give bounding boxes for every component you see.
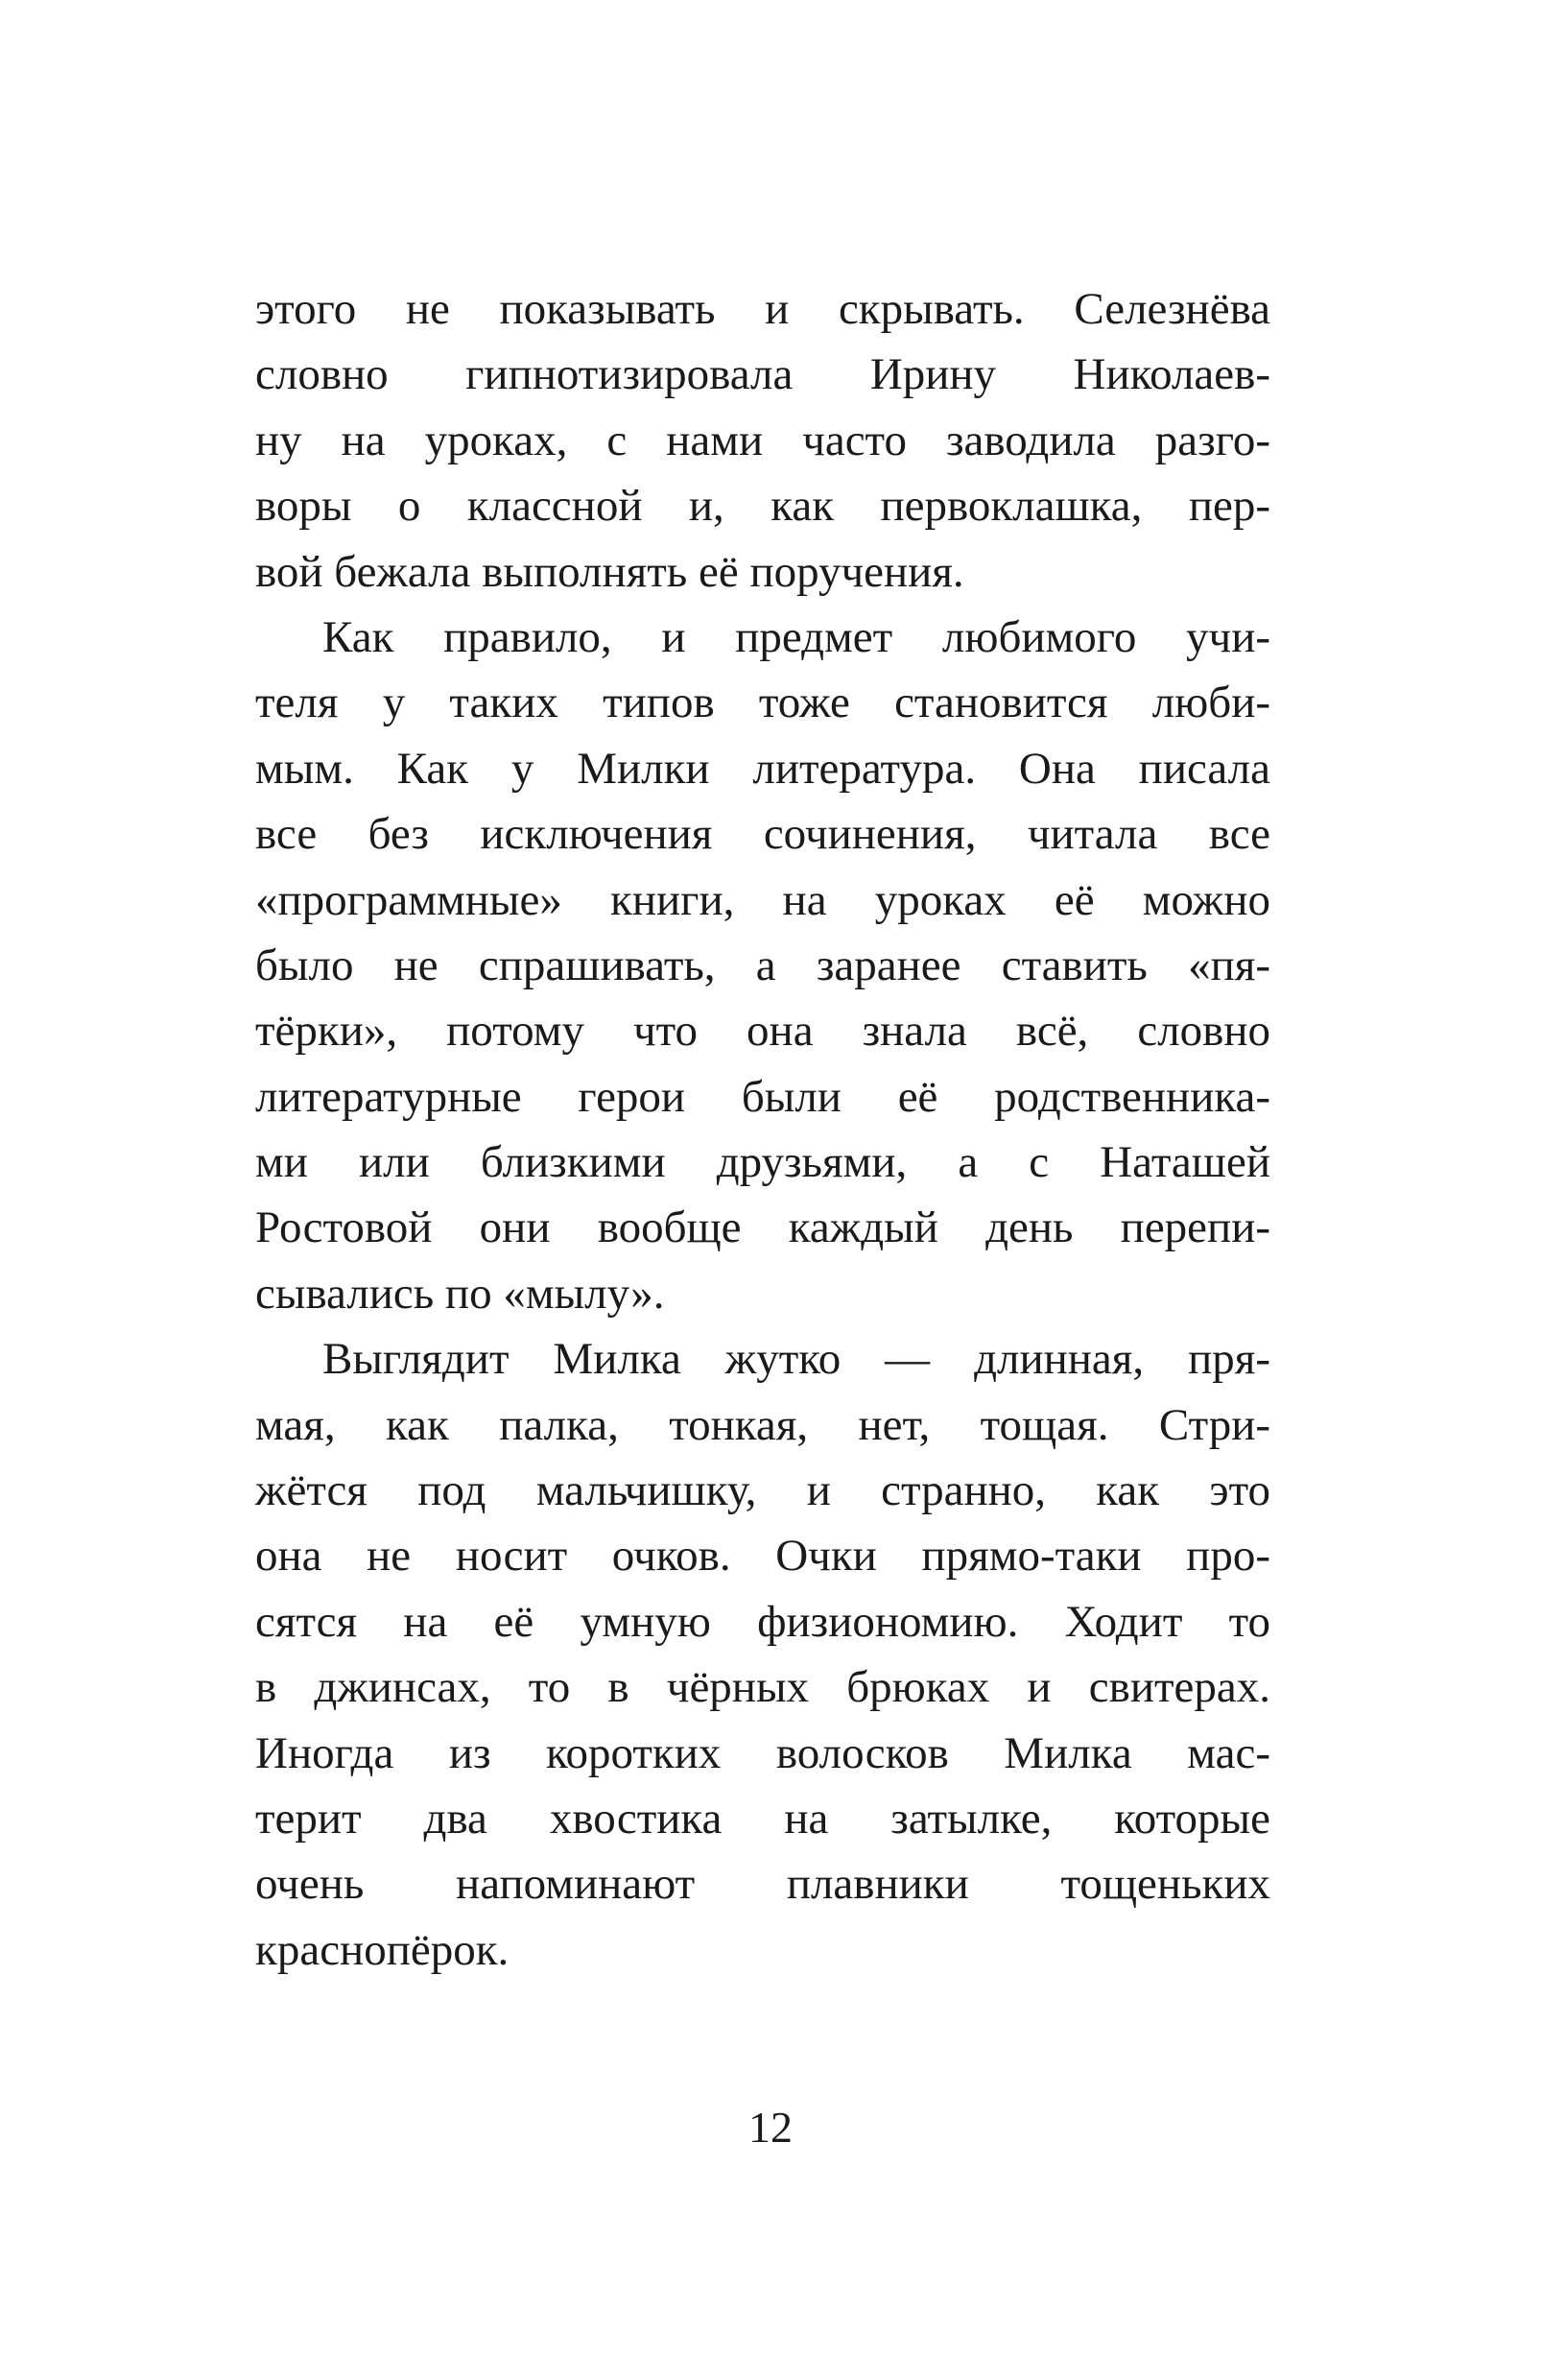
- text-line: жётся под мальчишку, и странно, как это: [255, 1465, 1270, 1516]
- body-text: [255, 276, 1270, 1983]
- text-line: Ростовой они вообще каждый день перепи-: [255, 1202, 1270, 1253]
- text-line: Выглядит Милка жутко — длинная, пря-: [322, 1334, 1270, 1385]
- text-line: все без исключения сочинения, читала все: [255, 809, 1270, 860]
- text-line: мая, как палка, тонкая, нет, тощая. Стри-: [255, 1399, 1270, 1450]
- text-line: в джинсах, то в чёрных брюках и свитерах.: [255, 1662, 1270, 1713]
- text-line: этого не показывать и скрывать. Селезнёва: [255, 284, 1270, 334]
- text-line: сывались по «мылу».: [255, 1268, 665, 1319]
- text-line: ну на уроках, с нами часто заводила разго-: [255, 415, 1270, 465]
- text-line: терит два хвостика на затылке, которые: [255, 1793, 1270, 1844]
- text-line: словно гипнотизировала Ирину Николаев-: [255, 349, 1270, 400]
- text-line: было не спрашивать, а заранее ставить «пя-: [255, 940, 1270, 990]
- text-line: тёрки», потому что она знала всё, словно: [255, 1006, 1270, 1057]
- text-line: мым. Как у Милки литература. Она писала: [255, 743, 1270, 794]
- text-line: «программные» книги, на уроках её можно: [255, 874, 1270, 925]
- text-line: воры о классной и, как первоклашка, пер-: [255, 481, 1270, 532]
- text-line: теля у таких типов тоже становится люби-: [255, 678, 1270, 728]
- text-line: литературные герои были её родственника-: [255, 1071, 1270, 1122]
- text-line: ми или близкими друзьями, а с Наташей: [255, 1137, 1270, 1188]
- text-line: вой бежала выполнять её поручения.: [255, 546, 964, 597]
- text-line: она не носит очков. Очки прямо-таки про-: [255, 1531, 1270, 1582]
- text-line: очень напоминают плавники тощеньких: [255, 1859, 1270, 1910]
- text-line: краснопёрок.: [255, 1924, 510, 1975]
- text-line: Как правило, и предмет любимого учи-: [322, 611, 1270, 662]
- page-number: 12: [748, 2103, 793, 2152]
- text-line: Иногда из коротких волосков Милка мас-: [255, 1727, 1270, 1778]
- text-line: сятся на её умную физиономию. Ходит то: [255, 1596, 1270, 1647]
